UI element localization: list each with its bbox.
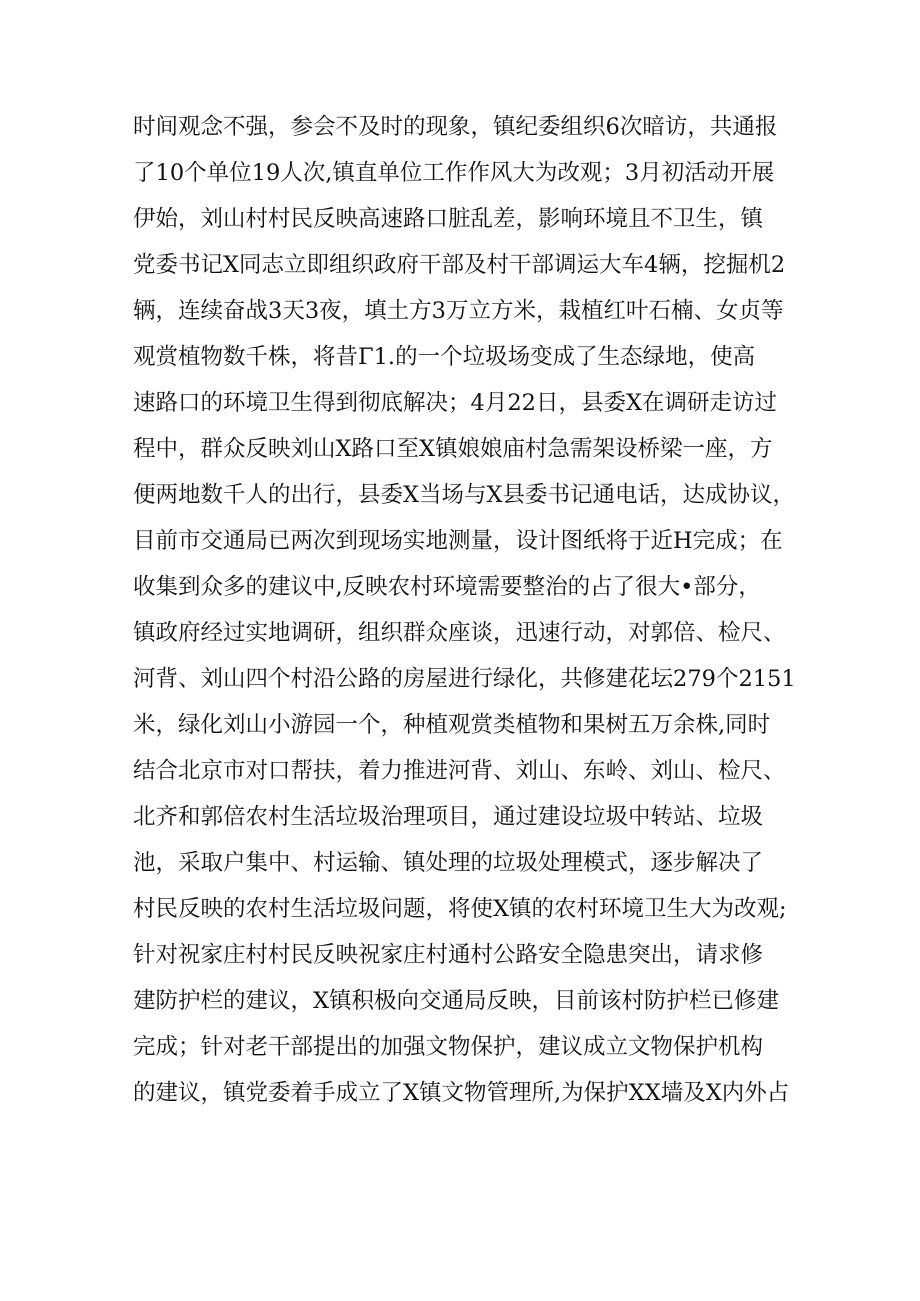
text-line: 辆，连续奋战3天3夜，填土方3万立方米，栽植红叶石楠、女贞等 [133,298,784,324]
text-line: 伊始，刘山村村民反映高速路口脏乱差，影响环境且不卫生，镇 [133,206,764,232]
text-line: 河背、刘山四个村沿公路的房屋进行绿化，共修建花坛279个2151 [133,666,796,692]
text-line: 镇政府经过实地调研，组织群众座谈，迅速行动，对郭倍、检尺、 [133,620,786,646]
text-line: 针对祝家庄村村民反映祝家庄村通村公路安全隐患突出，请求修 [133,942,764,968]
text-line: 池，采取户集中、村运输、镇处理的垃圾处理模式，逐步解决了 [133,850,764,876]
text-line: 速路口的环境卫生得到彻底解决；4月22日，县委X在调研走访过 [133,390,777,416]
text-line: 村民反映的农村生活垃圾问题，将使X镇的农村环境卫生大为改观; [133,896,787,922]
text-line: 党委书记X同志立即组织政府干部及村干部调运大车4辆，挖掘机2 [133,252,786,278]
text-line: 米，绿化刘山小游园一个，种植观赏类植物和果树五万余株,同时 [133,712,771,738]
text-line: 便两地数千人的出行，县委X当场与X县委书记通电话，达成协议， [133,482,796,508]
text-line: 建防护栏的建议，X镇积极向交通局反映，目前该村防护栏已修建 [133,988,780,1014]
text-line: 目前市交通局已两次到现场实地测量，设计图纸将于近H完成；在 [133,528,783,554]
body-text [133,104,803,1116]
text-line: 结合北京市对口帮扶，着力推进河背、刘山、东岭、刘山、检尺、 [133,758,786,784]
text-line: 的建议，镇党委着手成立了X镇文物管理所,为保护XX墙及X内外占 [133,1080,790,1106]
text-line: 时间观念不强，参会不及时的现象，镇纪委组织6次暗访，共通报 [133,114,778,140]
text-line: 程中，群众反映刘山X路口至X镇娘娘庙村急需架设桥梁一座，方 [133,436,773,462]
text-line: 完成；针对老干部提出的加强文物保护，建议成立文物保护机构 [133,1034,764,1060]
text-line: 收集到众多的建议中,反映农村环境需要整治的占了很大•部分， [133,574,761,600]
text-line: 了10个单位19人次,镇直单位工作作风大为改观；3月初活动开展 [133,160,775,186]
text-line: 观赏植物数千株，将昔Γ1.的一个垃圾场变成了生态绿地，使高 [133,344,756,370]
text-line: 北齐和郭倍农村生活垃圾治理项目，通过建设垃圾中转站、垃圾 [133,804,764,830]
